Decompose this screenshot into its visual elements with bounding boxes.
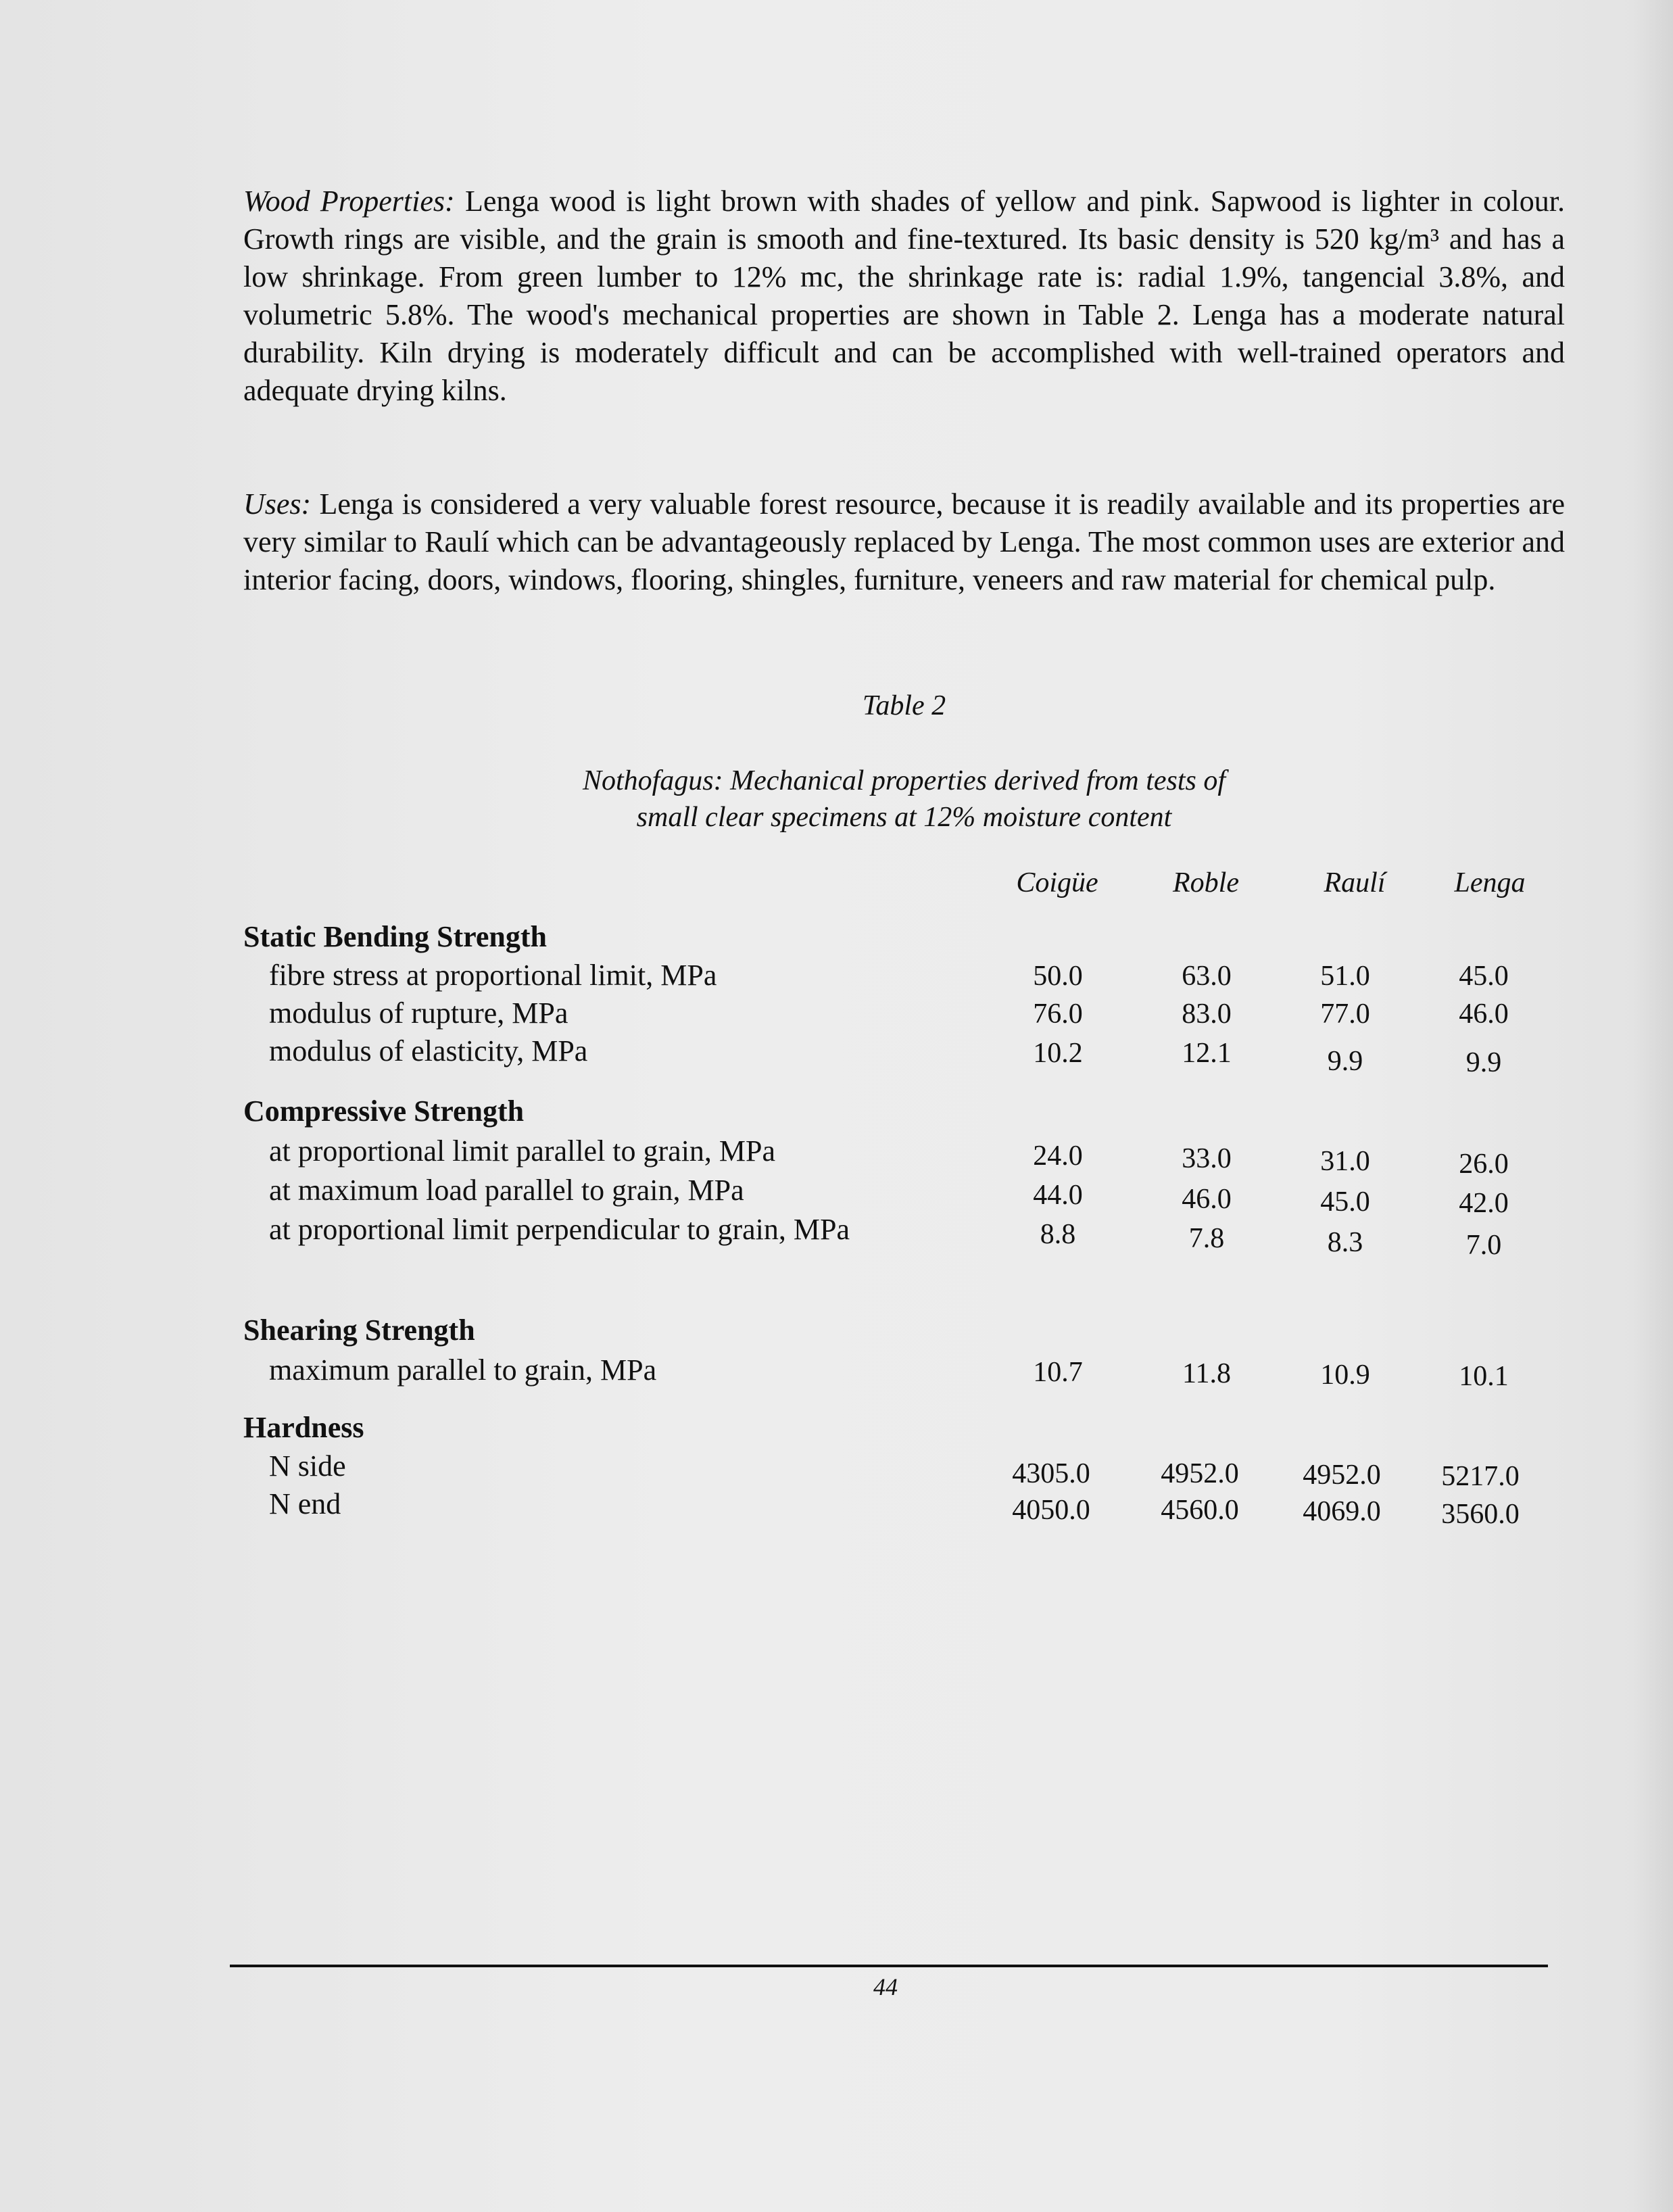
row-label-comp-prop-perpendicular: at proportional limit perpendicular to grain, MPa <box>269 1213 850 1246</box>
table-cell: 24.0 <box>1033 1140 1083 1172</box>
column-header-roble: Roble <box>1173 867 1239 898</box>
table-cell: 76.0 <box>1033 999 1083 1030</box>
table-cell: 63.0 <box>1182 961 1232 992</box>
row-label-shear-max-parallel: maximum parallel to grain, MPa <box>269 1353 657 1387</box>
row-label-comp-max-load: at maximum load parallel to grain, MPa <box>269 1174 744 1207</box>
table-cell: 45.0 <box>1320 1186 1370 1218</box>
section-heading-compressive: Compressive Strength <box>243 1095 525 1128</box>
row-label-comp-prop-parallel: at proportional limit parallel to grain, MPa <box>269 1134 776 1168</box>
table-cell: 10.2 <box>1033 1038 1083 1069</box>
table-cell: 7.0 <box>1465 1230 1502 1261</box>
table-cell: 8.3 <box>1327 1227 1363 1258</box>
table-cell: 8.8 <box>1040 1219 1076 1250</box>
column-header-lenga: Lenga <box>1454 867 1526 898</box>
table-cell: 10.9 <box>1320 1360 1370 1391</box>
table-cell: 3560.0 <box>1441 1499 1520 1530</box>
table-cell: 4952.0 <box>1303 1460 1381 1491</box>
table-cell: 44.0 <box>1033 1180 1083 1211</box>
table-cell: 4560.0 <box>1161 1495 1239 1526</box>
row-label-n-end: N end <box>269 1487 341 1520</box>
page-fold-shadow <box>1632 0 1673 2212</box>
uses-lead: Uses: <box>243 487 312 521</box>
table-cell: 50.0 <box>1033 961 1083 992</box>
table-cell: 4050.0 <box>1012 1495 1090 1526</box>
table-label: Table 2 <box>862 690 946 721</box>
table-cell: 31.0 <box>1320 1146 1370 1177</box>
table-cell: 5217.0 <box>1441 1461 1520 1492</box>
footer-rule <box>230 1965 1548 1967</box>
table-cell: 4305.0 <box>1012 1458 1090 1489</box>
table-cell: 4069.0 <box>1303 1496 1381 1527</box>
table-cell: 33.0 <box>1182 1143 1232 1174</box>
table-title <box>243 763 1565 836</box>
wood-properties-lead: Wood Properties: <box>243 185 455 218</box>
table-cell: 10.7 <box>1033 1357 1083 1388</box>
row-label-modulus-elasticity: modulus of elasticity, MPa <box>269 1034 588 1067</box>
table-cell: 4952.0 <box>1161 1458 1239 1489</box>
table-cell: 46.0 <box>1182 1184 1232 1215</box>
table-cell: 83.0 <box>1182 999 1232 1030</box>
table-cell: 26.0 <box>1459 1149 1509 1180</box>
page-number: 44 <box>873 1973 898 2000</box>
table-cell: 9.9 <box>1327 1046 1363 1077</box>
column-header-coigue: Coigüe <box>1016 867 1098 898</box>
table-cell: 42.0 <box>1459 1188 1509 1219</box>
table-cell: 7.8 <box>1188 1223 1225 1254</box>
table-cell: 45.0 <box>1459 961 1509 992</box>
section-heading-hardness: Hardness <box>243 1411 364 1444</box>
table-title-line-1: Nothofagus: Mechanical properties derived from tests of <box>582 765 1226 796</box>
wood-properties-paragraph <box>243 183 1565 410</box>
uses-paragraph <box>243 485 1565 599</box>
table-cell: 46.0 <box>1459 999 1509 1030</box>
uses-text: Lenga is considered a very valuable forest resource, because it is readily available and its properties are very similar to Raulí which can be advantageously replaced by Lenga. The most common uses are exterior and interior facing, doors, windows, flooring, shingles, furniture, veneers and raw material for chemical pulp. <box>243 487 1565 596</box>
column-header-rauli: Raulí <box>1324 867 1386 898</box>
table-cell: 12.1 <box>1182 1038 1232 1069</box>
table-cell: 10.1 <box>1459 1361 1509 1392</box>
row-label-fibre-stress: fibre stress at proportional limit, MPa <box>269 959 717 992</box>
section-heading-shearing: Shearing Strength <box>243 1314 475 1347</box>
row-label-modulus-rupture: modulus of rupture, MPa <box>269 996 568 1030</box>
table-cell: 11.8 <box>1182 1358 1231 1389</box>
section-heading-static-bending: Static Bending Strength <box>243 920 548 953</box>
table-title-line-2: small clear specimens at 12% moisture content <box>636 802 1172 833</box>
table-cell: 9.9 <box>1465 1047 1502 1078</box>
table-cell: 51.0 <box>1320 961 1370 992</box>
row-label-n-side: N side <box>269 1449 346 1483</box>
wood-properties-text: Lenga wood is light brown with shades of yellow and pink. Sapwood is lighter in colour. Growth rings are visible, and the grain is smooth and fine-textured. Its basic density is 520 kg/m³ and has a low shrinkage. From green lumber to 12% mc, the shrinkage rate is: radial 1.9%, tangencial 3.8%, and volumetric 5.8%. The wood's mechanical properties are shown in Table 2. Lenga has a moderate natural durability. Kiln drying is moderately difficult and can be accomplished with well-trained operators and adequate drying kilns. <box>243 185 1566 407</box>
table-cell: 77.0 <box>1320 999 1370 1030</box>
